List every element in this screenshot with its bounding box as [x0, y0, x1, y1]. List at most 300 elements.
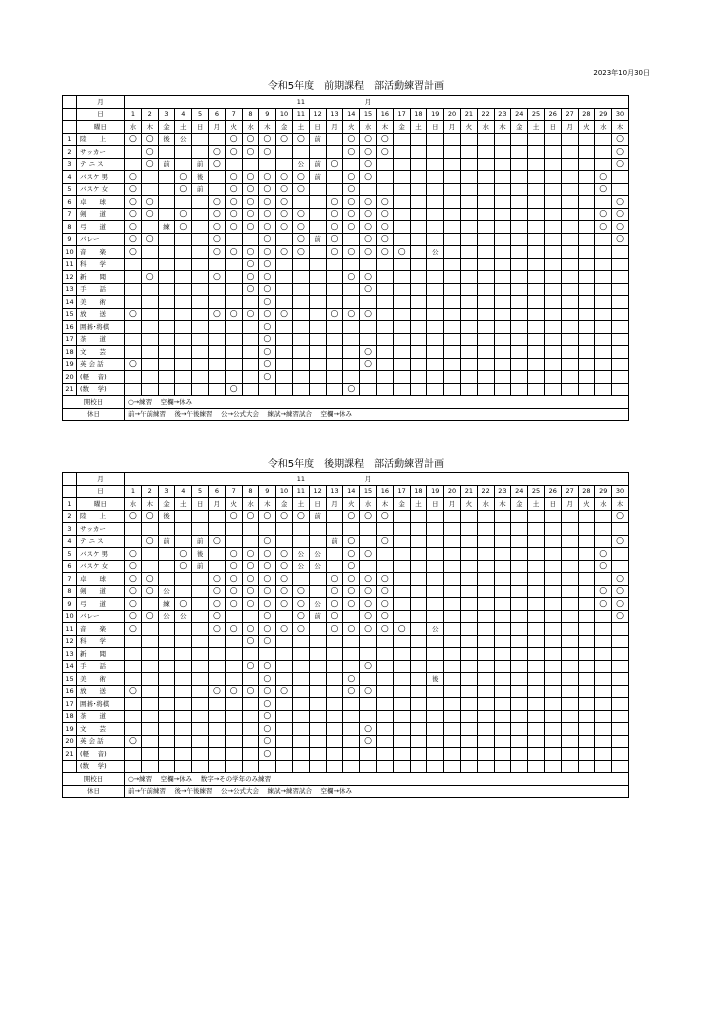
schedule-cell — [578, 585, 595, 598]
schedule-cell — [309, 183, 326, 196]
schedule-cell — [444, 146, 461, 159]
schedule-cell — [175, 510, 192, 523]
schedule-cell — [141, 258, 158, 271]
day-number: 23 — [494, 485, 511, 498]
schedule-cell — [410, 246, 427, 259]
schedule-cell: ○ — [208, 535, 225, 548]
schedule-cell: ○ — [360, 623, 377, 636]
schedule-cell — [393, 560, 410, 573]
schedule-cell — [528, 383, 545, 396]
schedule-cell — [292, 660, 309, 673]
schedule-cell: ○ — [292, 598, 309, 611]
club-number: 20 — [63, 371, 77, 384]
schedule-cell: ○ — [225, 133, 242, 146]
schedule-cell — [561, 333, 578, 346]
club-name: 新 聞 — [77, 271, 125, 284]
schedule-cell — [225, 660, 242, 673]
schedule-cell — [225, 635, 242, 648]
schedule-cell — [460, 221, 477, 234]
schedule-cell — [477, 321, 494, 334]
schedule-cell: ○ — [225, 548, 242, 561]
weekday-cell: 金 — [276, 498, 293, 511]
club-number: 5 — [63, 183, 77, 196]
schedule-cell — [141, 246, 158, 259]
club-row — [63, 748, 629, 761]
schedule-cell — [511, 383, 528, 396]
schedule-cell — [276, 283, 293, 296]
schedule-cell — [141, 723, 158, 736]
schedule-cell — [595, 271, 612, 284]
schedule-cell: ○ — [242, 308, 259, 321]
schedule-cell — [460, 660, 477, 673]
month-cell — [595, 473, 612, 486]
schedule-cell — [141, 685, 158, 698]
schedule-cell — [175, 158, 192, 171]
schedule-cell — [208, 383, 225, 396]
schedule-cell — [511, 183, 528, 196]
schedule-cell: 公 — [158, 585, 175, 598]
schedule-cell: ○ — [360, 133, 377, 146]
day-number: 27 — [561, 108, 578, 121]
schedule-cell — [326, 735, 343, 748]
schedule-cell — [477, 723, 494, 736]
club-name: (数 学) — [77, 760, 125, 773]
schedule-cell — [544, 221, 561, 234]
schedule-cell — [125, 698, 142, 711]
schedule-cell — [544, 760, 561, 773]
schedule-cell: ○ — [175, 598, 192, 611]
schedule-cell — [208, 133, 225, 146]
schedule-cell — [444, 233, 461, 246]
schedule-cell — [427, 271, 444, 284]
club-number: 21 — [63, 748, 77, 761]
schedule-cell: ○ — [125, 133, 142, 146]
schedule-cell — [125, 321, 142, 334]
schedule-cell — [309, 660, 326, 673]
club-name: 卓 球 — [77, 196, 125, 209]
schedule-cell — [477, 610, 494, 623]
schedule-cell — [292, 383, 309, 396]
schedule-cell: 公 — [309, 598, 326, 611]
weekday-cell: 日 — [192, 121, 209, 134]
schedule-cell — [528, 371, 545, 384]
weekday-cell: 月 — [561, 121, 578, 134]
schedule-cell — [292, 196, 309, 209]
day-row — [63, 485, 629, 498]
schedule-cell — [544, 208, 561, 221]
schedule-cell — [444, 510, 461, 523]
month-cell — [376, 473, 393, 486]
schedule-cell: ○ — [125, 208, 142, 221]
schedule-cell — [242, 673, 259, 686]
schedule-cell — [208, 648, 225, 661]
weekday-cell: 土 — [410, 121, 427, 134]
schedule-cell — [141, 710, 158, 723]
schedule-cell — [410, 171, 427, 184]
day-number: 1 — [125, 485, 142, 498]
schedule-cell — [511, 283, 528, 296]
weekday-cell: 水 — [125, 121, 142, 134]
schedule-cell — [528, 283, 545, 296]
schedule-cell — [460, 748, 477, 761]
schedule-cell — [192, 660, 209, 673]
schedule-cell — [410, 535, 427, 548]
club-row — [63, 271, 629, 284]
club-number: 17 — [63, 333, 77, 346]
day-number: 24 — [511, 108, 528, 121]
schedule-cell — [494, 623, 511, 636]
schedule-cell — [141, 333, 158, 346]
schedule-cell — [578, 271, 595, 284]
schedule-cell: ○ — [208, 208, 225, 221]
schedule-cell — [528, 333, 545, 346]
weekday-row — [63, 498, 629, 511]
schedule-cell — [158, 358, 175, 371]
schedule-cell: ○ — [376, 146, 393, 159]
schedule-cell — [393, 383, 410, 396]
club-name: テ ニ ス — [77, 158, 125, 171]
schedule-cell — [192, 523, 209, 536]
schedule-cell: ○ — [376, 233, 393, 246]
schedule-cell — [612, 760, 629, 773]
schedule-cell — [393, 648, 410, 661]
weekday-no-cell — [63, 121, 77, 134]
schedule-cell — [141, 321, 158, 334]
schedule-cell — [578, 535, 595, 548]
schedule-cell: ○ — [259, 735, 276, 748]
schedule-cell — [276, 660, 293, 673]
schedule-cell — [595, 371, 612, 384]
schedule-cell: ○ — [595, 183, 612, 196]
schedule-cell — [410, 698, 427, 711]
schedule-cell — [208, 660, 225, 673]
schedule-cell — [343, 283, 360, 296]
schedule-cell — [225, 258, 242, 271]
club-row — [63, 296, 629, 309]
second-term-title: 令和5年度 後期課程 部活動練習計画 — [267, 459, 445, 470]
schedule-cell — [410, 346, 427, 359]
schedule-cell — [561, 146, 578, 159]
schedule-cell — [595, 146, 612, 159]
schedule-cell: ○ — [343, 246, 360, 259]
schedule-cell — [578, 296, 595, 309]
schedule-cell — [175, 321, 192, 334]
weekday-cell: 木 — [141, 498, 158, 511]
schedule-cell: ○ — [612, 573, 629, 586]
schedule-cell — [276, 748, 293, 761]
schedule-cell — [410, 283, 427, 296]
schedule-cell — [612, 358, 629, 371]
schedule-cell — [477, 648, 494, 661]
schedule-cell — [376, 635, 393, 648]
schedule-cell — [477, 510, 494, 523]
schedule-cell: ○ — [612, 158, 629, 171]
schedule-cell — [141, 673, 158, 686]
schedule-cell — [393, 146, 410, 159]
schedule-cell: ○ — [292, 233, 309, 246]
schedule-cell — [326, 710, 343, 723]
schedule-cell — [326, 271, 343, 284]
schedule-cell: ○ — [259, 271, 276, 284]
schedule-cell — [595, 510, 612, 523]
schedule-cell — [578, 685, 595, 698]
schedule-cell — [192, 723, 209, 736]
schedule-cell: ○ — [225, 196, 242, 209]
schedule-cell — [595, 333, 612, 346]
club-number: 15 — [63, 673, 77, 686]
weekday-cell: 日 — [544, 121, 561, 134]
schedule-cell — [612, 171, 629, 184]
schedule-cell — [578, 233, 595, 246]
schedule-cell — [511, 735, 528, 748]
day-number: 26 — [544, 108, 561, 121]
schedule-cell — [528, 271, 545, 284]
schedule-cell — [158, 660, 175, 673]
schedule-cell — [125, 673, 142, 686]
schedule-cell: ○ — [343, 308, 360, 321]
schedule-cell — [326, 723, 343, 736]
schedule-cell — [376, 523, 393, 536]
schedule-cell: ○ — [292, 208, 309, 221]
schedule-cell: ○ — [326, 585, 343, 598]
schedule-cell — [208, 510, 225, 523]
schedule-cell — [393, 321, 410, 334]
schedule-cell — [444, 673, 461, 686]
schedule-cell — [511, 710, 528, 723]
schedule-cell — [343, 635, 360, 648]
schedule-cell — [410, 158, 427, 171]
schedule-cell: ○ — [343, 673, 360, 686]
club-name: バスケ 男 — [77, 548, 125, 561]
schedule-cell — [511, 610, 528, 623]
schedule-cell: ○ — [242, 258, 259, 271]
schedule-cell — [477, 698, 494, 711]
schedule-cell — [141, 648, 158, 661]
schedule-cell — [410, 735, 427, 748]
schedule-cell — [158, 171, 175, 184]
schedule-cell — [326, 660, 343, 673]
schedule-cell — [427, 296, 444, 309]
schedule-cell — [444, 535, 461, 548]
schedule-cell — [544, 233, 561, 246]
schedule-cell — [410, 196, 427, 209]
schedule-cell — [276, 258, 293, 271]
schedule-cell — [460, 208, 477, 221]
schedule-cell: ○ — [225, 585, 242, 598]
schedule-cell: ○ — [595, 560, 612, 573]
day-number: 18 — [410, 485, 427, 498]
schedule-cell: ○ — [125, 685, 142, 698]
schedule-cell — [477, 660, 494, 673]
club-row — [63, 735, 629, 748]
schedule-cell — [477, 333, 494, 346]
weekday-cell: 水 — [125, 498, 142, 511]
schedule-cell — [326, 548, 343, 561]
schedule-cell: ○ — [141, 158, 158, 171]
schedule-cell — [208, 560, 225, 573]
schedule-cell — [125, 158, 142, 171]
schedule-cell: ○ — [326, 158, 343, 171]
schedule-cell — [477, 560, 494, 573]
schedule-cell: ○ — [225, 208, 242, 221]
club-number: 2 — [63, 146, 77, 159]
schedule-cell: ○ — [259, 183, 276, 196]
schedule-cell — [343, 296, 360, 309]
schedule-cell — [292, 146, 309, 159]
schedule-cell: ○ — [242, 283, 259, 296]
schedule-cell — [427, 748, 444, 761]
club-row — [63, 535, 629, 548]
schedule-cell — [309, 685, 326, 698]
schedule-cell — [326, 133, 343, 146]
weekday-cell: 月 — [326, 121, 343, 134]
schedule-cell — [477, 358, 494, 371]
schedule-cell: ○ — [343, 573, 360, 586]
schedule-cell — [125, 660, 142, 673]
schedule-cell — [410, 710, 427, 723]
schedule-cell — [528, 523, 545, 536]
schedule-cell — [125, 383, 142, 396]
schedule-cell — [208, 723, 225, 736]
schedule-cell — [292, 698, 309, 711]
schedule-cell — [192, 598, 209, 611]
month-cell — [175, 473, 192, 486]
schedule-cell — [276, 333, 293, 346]
club-row — [63, 648, 629, 661]
schedule-cell: ○ — [208, 221, 225, 234]
club-name: 文 芸 — [77, 346, 125, 359]
schedule-cell — [427, 560, 444, 573]
schedule-cell — [578, 723, 595, 736]
schedule-cell — [544, 158, 561, 171]
schedule-cell: ○ — [612, 233, 629, 246]
schedule-cell: ○ — [259, 296, 276, 309]
schedule-cell: 後 — [427, 673, 444, 686]
schedule-cell — [326, 760, 343, 773]
schedule-cell — [477, 710, 494, 723]
schedule-cell — [494, 760, 511, 773]
schedule-cell — [208, 548, 225, 561]
schedule-cell — [427, 635, 444, 648]
day-number: 30 — [612, 108, 629, 121]
schedule-cell — [444, 635, 461, 648]
schedule-cell — [158, 548, 175, 561]
schedule-cell — [410, 183, 427, 196]
schedule-cell — [141, 523, 158, 536]
club-number: 7 — [63, 208, 77, 221]
schedule-cell — [242, 321, 259, 334]
schedule-cell: ○ — [125, 560, 142, 573]
schedule-cell — [192, 585, 209, 598]
schedule-cell — [376, 548, 393, 561]
schedule-cell — [242, 158, 259, 171]
schedule-cell — [343, 321, 360, 334]
schedule-cell — [494, 183, 511, 196]
schedule-cell — [360, 258, 377, 271]
schedule-cell — [494, 723, 511, 736]
schedule-cell — [544, 623, 561, 636]
schedule-cell — [125, 710, 142, 723]
schedule-cell — [595, 283, 612, 296]
month-cell — [511, 96, 528, 109]
schedule-cell — [276, 635, 293, 648]
day-number: 4 — [175, 108, 192, 121]
schedule-cell — [225, 748, 242, 761]
schedule-cell — [141, 383, 158, 396]
schedule-cell: ○ — [292, 610, 309, 623]
schedule-cell — [494, 221, 511, 234]
schedule-cell — [595, 573, 612, 586]
schedule-cell: ○ — [343, 221, 360, 234]
club-number: 14 — [63, 296, 77, 309]
weekday-cell: 日 — [427, 498, 444, 511]
month-cell — [141, 96, 158, 109]
schedule-cell — [326, 648, 343, 661]
month-cell — [460, 473, 477, 486]
schedule-cell — [511, 535, 528, 548]
schedule-cell — [393, 158, 410, 171]
schedule-cell: ○ — [175, 208, 192, 221]
schedule-cell — [494, 146, 511, 159]
schedule-cell — [561, 271, 578, 284]
schedule-cell — [175, 308, 192, 321]
schedule-cell: 前 — [192, 535, 209, 548]
schedule-cell — [595, 346, 612, 359]
schedule-cell: 後 — [192, 548, 209, 561]
schedule-cell — [460, 573, 477, 586]
schedule-cell — [343, 610, 360, 623]
schedule-cell — [612, 548, 629, 561]
schedule-cell — [460, 383, 477, 396]
club-number: 1 — [63, 133, 77, 146]
weekday-cell: 土 — [410, 498, 427, 511]
club-name: 陸 上 — [77, 133, 125, 146]
schedule-cell — [528, 723, 545, 736]
club-name: 囲碁･将棋 — [77, 698, 125, 711]
schedule-cell — [276, 710, 293, 723]
schedule-cell — [444, 171, 461, 184]
schedule-cell: ○ — [276, 221, 293, 234]
schedule-cell — [528, 748, 545, 761]
schedule-cell — [444, 748, 461, 761]
schedule-cell — [208, 523, 225, 536]
weekday-label: 曜日 — [77, 498, 125, 511]
day-no-cell — [63, 485, 77, 498]
schedule-cell — [528, 133, 545, 146]
schedule-cell — [393, 208, 410, 221]
schedule-cell: ○ — [276, 171, 293, 184]
schedule-cell — [427, 610, 444, 623]
schedule-cell — [259, 158, 276, 171]
schedule-cell — [494, 158, 511, 171]
schedule-cell — [158, 560, 175, 573]
schedule-cell — [561, 735, 578, 748]
schedule-cell — [544, 685, 561, 698]
schedule-cell — [343, 358, 360, 371]
schedule-cell: ○ — [259, 346, 276, 359]
schedule-cell — [141, 371, 158, 384]
weekday-cell: 火 — [225, 121, 242, 134]
schedule-cell — [494, 648, 511, 661]
schedule-cell — [460, 246, 477, 259]
weekday-cell: 木 — [494, 498, 511, 511]
club-row — [63, 710, 629, 723]
schedule-cell — [494, 296, 511, 309]
schedule-cell — [309, 585, 326, 598]
club-number: 15 — [63, 308, 77, 321]
club-row — [63, 383, 629, 396]
schedule-cell: ○ — [360, 735, 377, 748]
